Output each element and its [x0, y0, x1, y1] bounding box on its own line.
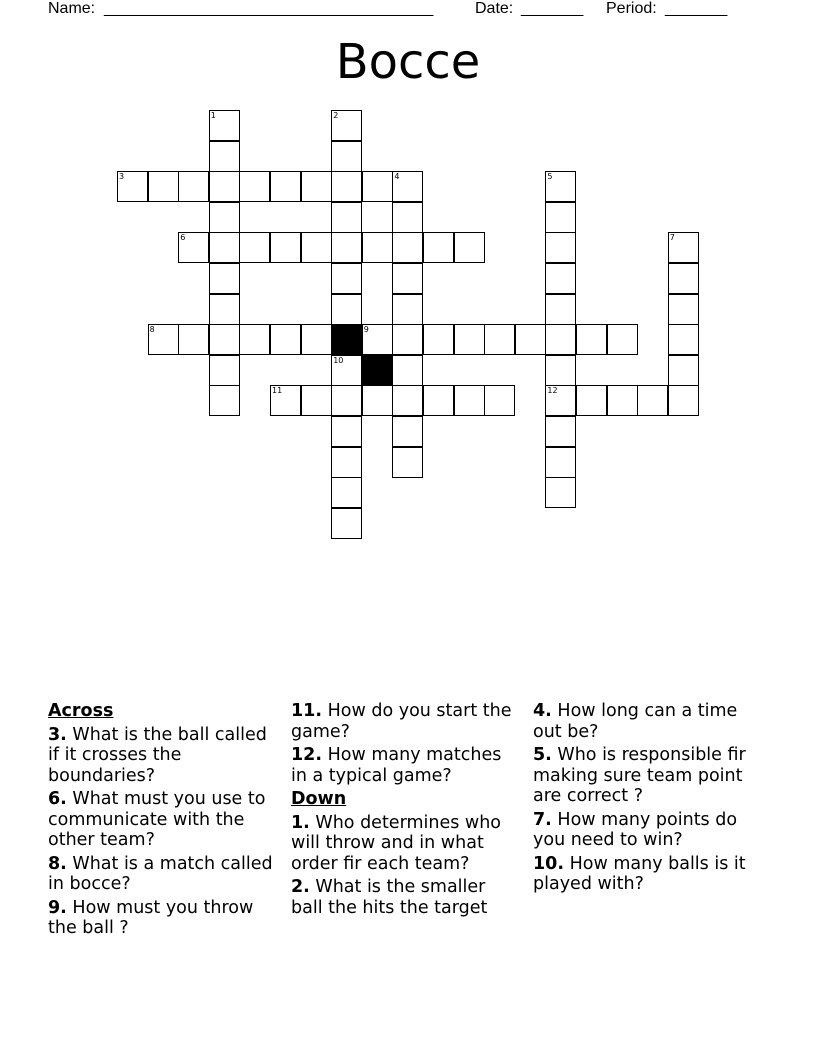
grid-cell[interactable]	[545, 171, 576, 202]
puzzle-title: Bocce	[335, 34, 481, 90]
grid-cell[interactable]	[484, 385, 515, 416]
grid-cell[interactable]	[545, 355, 576, 386]
grid-cell[interactable]	[209, 202, 240, 233]
clue-down-7: 7. How many points do you need to win?	[533, 809, 738, 850]
grid-cell[interactable]	[545, 294, 576, 325]
across-heading: Across	[48, 701, 114, 721]
grid-cell[interactable]	[209, 355, 240, 386]
grid-cell[interactable]	[545, 202, 576, 233]
grid-cell[interactable]	[668, 232, 699, 263]
grid-cell[interactable]	[148, 171, 179, 202]
clue-number: 12	[547, 386, 558, 396]
grid-cell[interactable]	[331, 263, 362, 294]
grid-cell[interactable]	[301, 171, 332, 202]
grid-cell[interactable]	[637, 385, 668, 416]
grid-cell[interactable]	[331, 232, 362, 263]
clue-across-11: 11. How do you start the game?	[291, 701, 512, 742]
grid-cell[interactable]	[331, 385, 362, 416]
grid-cell[interactable]	[423, 324, 454, 355]
grid-cell[interactable]	[576, 324, 607, 355]
grid-cell[interactable]	[331, 416, 362, 447]
clue-down-1: 1. Who determines who will throw and in what order fir each team?	[291, 812, 502, 874]
grid-cell[interactable]	[209, 110, 240, 141]
clue-number: 5	[547, 172, 553, 182]
grid-cell[interactable]	[331, 171, 362, 202]
grid-cell[interactable]	[392, 294, 423, 325]
grid-cell[interactable]	[545, 263, 576, 294]
grid-cell[interactable]	[209, 385, 240, 416]
clue-across-3: 3. What is the ball called if it crosses the boundaries?	[48, 724, 267, 786]
grid-cell[interactable]	[515, 324, 546, 355]
grid-cell[interactable]	[362, 324, 393, 355]
grid-cell[interactable]	[454, 324, 485, 355]
clues-column-3	[533, 701, 758, 898]
grid-cell[interactable]	[148, 324, 179, 355]
grid-cell[interactable]	[545, 416, 576, 447]
grid-cell[interactable]	[270, 385, 301, 416]
grid-cell[interactable]	[545, 447, 576, 478]
grid-cell[interactable]	[362, 232, 393, 263]
grid-cell[interactable]	[392, 232, 423, 263]
clue-number: 4	[394, 172, 400, 182]
name-blank[interactable]: _____________________________________	[104, 0, 434, 17]
grid-cell[interactable]	[239, 171, 270, 202]
grid-cell[interactable]	[392, 355, 423, 386]
grid-cell[interactable]	[209, 263, 240, 294]
grid-cell[interactable]	[423, 232, 454, 263]
grid-cell[interactable]	[301, 324, 332, 355]
grid-cell[interactable]	[331, 355, 362, 386]
grid-cell[interactable]	[301, 232, 332, 263]
grid-cell[interactable]	[178, 232, 209, 263]
clue-down-5: 5. Who is responsible fir making sure team point are correct ?	[533, 745, 746, 806]
grid-cell[interactable]	[209, 294, 240, 325]
clue-number: 8	[149, 325, 155, 335]
grid-cell[interactable]	[331, 447, 362, 478]
grid-cell[interactable]	[392, 416, 423, 447]
grid-cell[interactable]	[331, 294, 362, 325]
grid-cell[interactable]	[392, 171, 423, 202]
grid-cell[interactable]	[331, 110, 362, 141]
grid-cell[interactable]	[178, 171, 209, 202]
clue-across-6: 6. What must you use to communicate with the other team?	[48, 789, 266, 850]
grid-cell[interactable]	[484, 324, 515, 355]
grid-cell-blocked	[362, 355, 393, 386]
grid-cell[interactable]	[545, 477, 576, 508]
clue-across-9: 9. How must you throw the ball ?	[48, 897, 254, 938]
grid-cell[interactable]	[668, 324, 699, 355]
clue-across-12: 12. How many matches in a typical game?	[291, 745, 502, 786]
grid-cell[interactable]	[301, 385, 332, 416]
grid-cell[interactable]	[392, 263, 423, 294]
clues-column-1	[48, 701, 273, 942]
grid-cell[interactable]	[392, 385, 423, 416]
grid-cell[interactable]	[209, 324, 240, 355]
date-blank[interactable]: _______	[521, 0, 584, 17]
grid-cell[interactable]	[668, 385, 699, 416]
grid-cell[interactable]	[209, 232, 240, 263]
grid-cell[interactable]	[454, 385, 485, 416]
grid-cell[interactable]	[270, 232, 301, 263]
grid-cell[interactable]	[576, 385, 607, 416]
clue-number: 11	[272, 386, 283, 396]
clue-number: 2	[333, 111, 339, 120]
grid-cell[interactable]	[392, 447, 423, 478]
clue-across-8: 8. What is a match called in bocce?	[48, 853, 273, 894]
grid-cell[interactable]	[239, 324, 270, 355]
grid-cell[interactable]	[545, 385, 576, 416]
clue-number: 6	[180, 233, 186, 243]
grid-cell[interactable]	[392, 202, 423, 233]
crossword-grid	[0, 0, 816, 520]
grid-cell-blocked	[331, 324, 362, 355]
grid-cell[interactable]	[117, 171, 148, 202]
grid-cell[interactable]	[331, 508, 362, 539]
grid-cell[interactable]	[362, 171, 393, 202]
grid-cell[interactable]	[239, 232, 270, 263]
grid-cell[interactable]	[668, 355, 699, 386]
grid-cell[interactable]	[545, 232, 576, 263]
grid-cell[interactable]	[607, 324, 638, 355]
clues-column-2	[291, 701, 516, 921]
grid-cell[interactable]	[331, 141, 362, 172]
clue-number: 1	[210, 111, 216, 120]
period-blank[interactable]: _______	[665, 0, 728, 17]
date-label: Date:	[475, 0, 514, 17]
clue-down-10: 10. How many balls is it played with?	[533, 853, 746, 894]
grid-cell[interactable]	[668, 294, 699, 325]
grid-cell[interactable]	[270, 171, 301, 202]
name-label: Name:	[48, 0, 96, 17]
grid-cell[interactable]	[454, 232, 485, 263]
clue-down-4: 4. How long can a time out be?	[533, 701, 738, 742]
clue-down-2: 2. What is the smaller ball the hits the target	[291, 877, 488, 918]
grid-cell[interactable]	[607, 385, 638, 416]
clue-number: 9	[363, 325, 369, 335]
grid-cell[interactable]	[270, 324, 301, 355]
grid-cell[interactable]	[392, 324, 423, 355]
grid-cell[interactable]	[209, 171, 240, 202]
grid-cell[interactable]	[331, 202, 362, 233]
grid-cell[interactable]	[668, 263, 699, 294]
down-heading: Down	[291, 789, 347, 809]
clue-number: 10	[333, 355, 344, 365]
grid-cell[interactable]	[331, 477, 362, 508]
grid-cell[interactable]	[209, 141, 240, 172]
grid-cell[interactable]	[178, 324, 209, 355]
grid-cell[interactable]	[545, 324, 576, 355]
grid-cell[interactable]	[362, 385, 393, 416]
clue-number: 3	[119, 172, 125, 182]
grid-cell[interactable]	[423, 385, 454, 416]
period-label: Period:	[606, 0, 657, 17]
clue-number: 7	[669, 233, 675, 243]
